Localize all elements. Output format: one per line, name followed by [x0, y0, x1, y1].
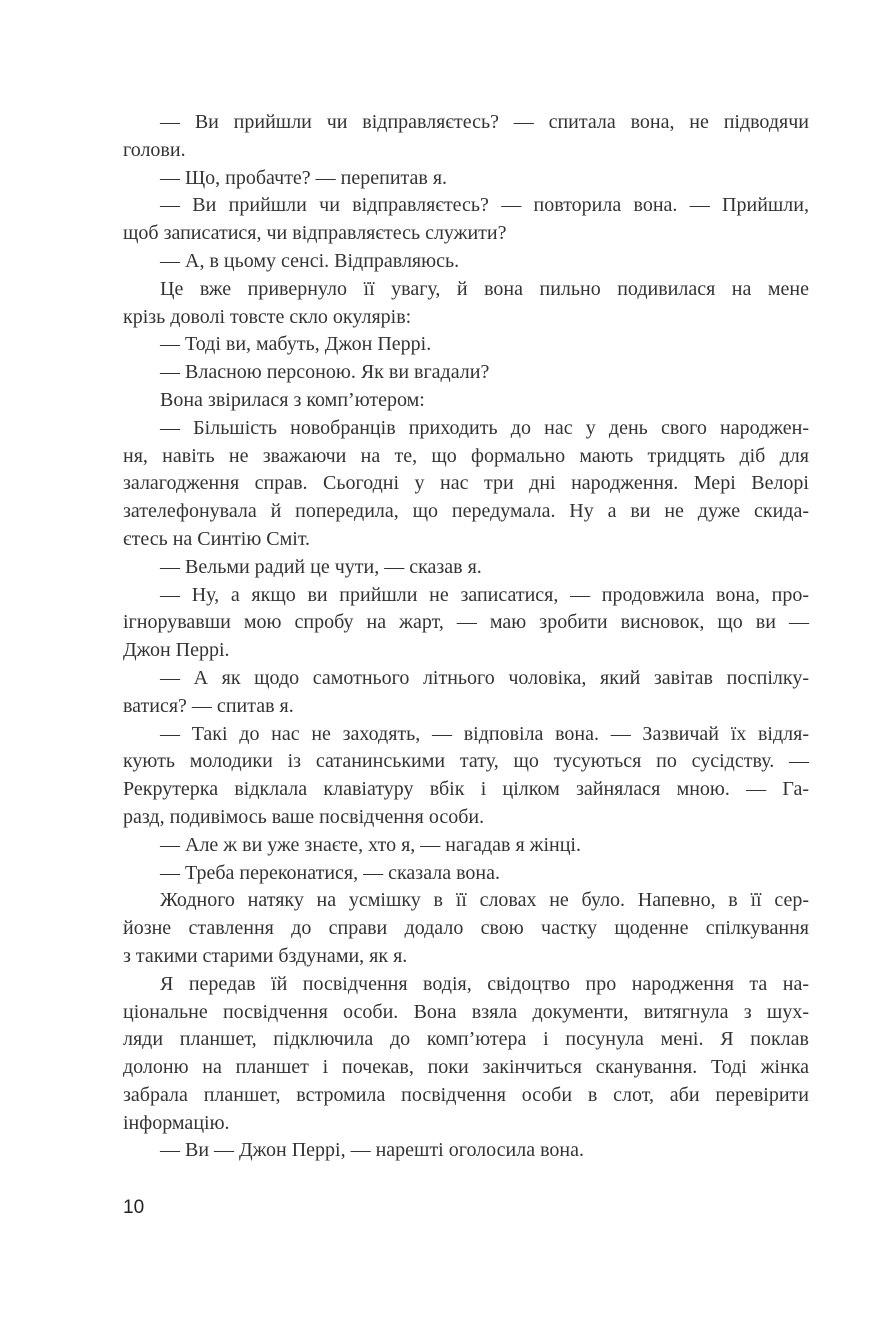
text-line: долоню на планшет і почекав, поки закінчиться сканування. Тоді жінка: [123, 1056, 809, 1079]
text-line: крізь доволі товсте скло окулярів:: [123, 305, 412, 328]
text-line: — Але ж ви уже знаєте, хто я, — нагадав я жінці.: [160, 833, 581, 856]
text-line: Вона звірилася з комп’ютером:: [160, 388, 425, 411]
text-line: інформацію.: [123, 1111, 230, 1134]
text-line: — А як щодо самотнього літнього чоловіка, який завітав поспілку-: [160, 666, 809, 689]
page-body-text: [123, 109, 809, 1165]
text-line: ватися? — спитав я.: [123, 694, 294, 717]
text-line: Рекрутерка відклала клавіатуру вбік і цілком зайнялася мною. — Га-: [123, 778, 809, 801]
text-line: — Що, пробачте? — перепитав я.: [160, 166, 448, 189]
text-line: — Ви прийшли чи відправляєтесь? — спитала вона, не підводячи: [160, 111, 809, 133]
text-line: — Ви — Джон Перрі, — нарешті оголосила вона.: [160, 1139, 584, 1162]
text-line: залагодження справ. Сьогодні у нас три дні народження. Мері Велорі: [123, 472, 809, 495]
text-line: Жодного натяку на усмішку в її словах не було. Напевно, в її сер-: [160, 889, 809, 912]
text-line: ня, навіть не зважаючи на те, що формально мають тридцять діб для: [123, 444, 809, 467]
text-line: єтесь на Синтію Сміт.: [123, 527, 311, 550]
text-line: — Більшість новобранців приходить до нас у день свого народжен-: [160, 416, 809, 439]
text-line: йозне ставлення до справи додало свою частку щоденне спілкування: [123, 917, 809, 940]
text-line: з такими старими бздунами, як я.: [123, 944, 408, 967]
text-line: Джон Перрі.: [123, 639, 230, 662]
text-line: ігнорувавши мою спробу на жарт, — маю зробити висновок, що ви —: [123, 611, 809, 634]
text-line: зателефонувала й попередила, що передумала. Ну а ви не дуже скида-: [123, 500, 809, 523]
text-line: Я передав їй посвідчення водія, свідоцтво про народження та на-: [160, 972, 809, 995]
text-line: — Власною персоною. Як ви вгадали?: [160, 361, 490, 384]
page-number: 10: [123, 1197, 145, 1218]
text-line: — А, в цьому сенсі. Відправляюсь.: [160, 249, 460, 272]
text-line: — Вельми радий це чути, — сказав я.: [160, 555, 482, 578]
text-line: — Треба переконатися, — сказала вона.: [160, 861, 500, 884]
text-line: разд, подивімось ваше посвідчення особи.: [123, 805, 485, 828]
text-line: ціональне посвідчення особи. Вона взяла документи, витягнула з шух-: [123, 1000, 809, 1023]
text-line: ляди планшет, підключила до комп’ютера і посунула мені. Я поклав: [123, 1028, 809, 1051]
text-line: — Такі до нас не заходять, — відповіла вона. — Зазвичай їх відля-: [160, 722, 809, 745]
text-line: — Ну, а якщо ви прийшли не записатися, — продовжила вона, про-: [160, 583, 809, 606]
text-line: забрала планшет, встромила посвідчення особи в слот, аби перевірити: [123, 1083, 809, 1106]
text-line: кують молодики із сатанинськими тату, що тусуються по сусідству. —: [123, 750, 809, 773]
text-line: — Ви прийшли чи відправляєтесь? — повторила вона. — Прийшли,: [160, 194, 809, 217]
text-line: голови.: [123, 138, 186, 161]
text-line: Це вже привернуло її увагу, й вона пильно подивилася на мене: [160, 277, 809, 300]
text-line: — Тоді ви, мабуть, Джон Перрі.: [160, 333, 432, 356]
text-line: щоб записатися, чи відправляєтесь служити?: [123, 222, 507, 245]
